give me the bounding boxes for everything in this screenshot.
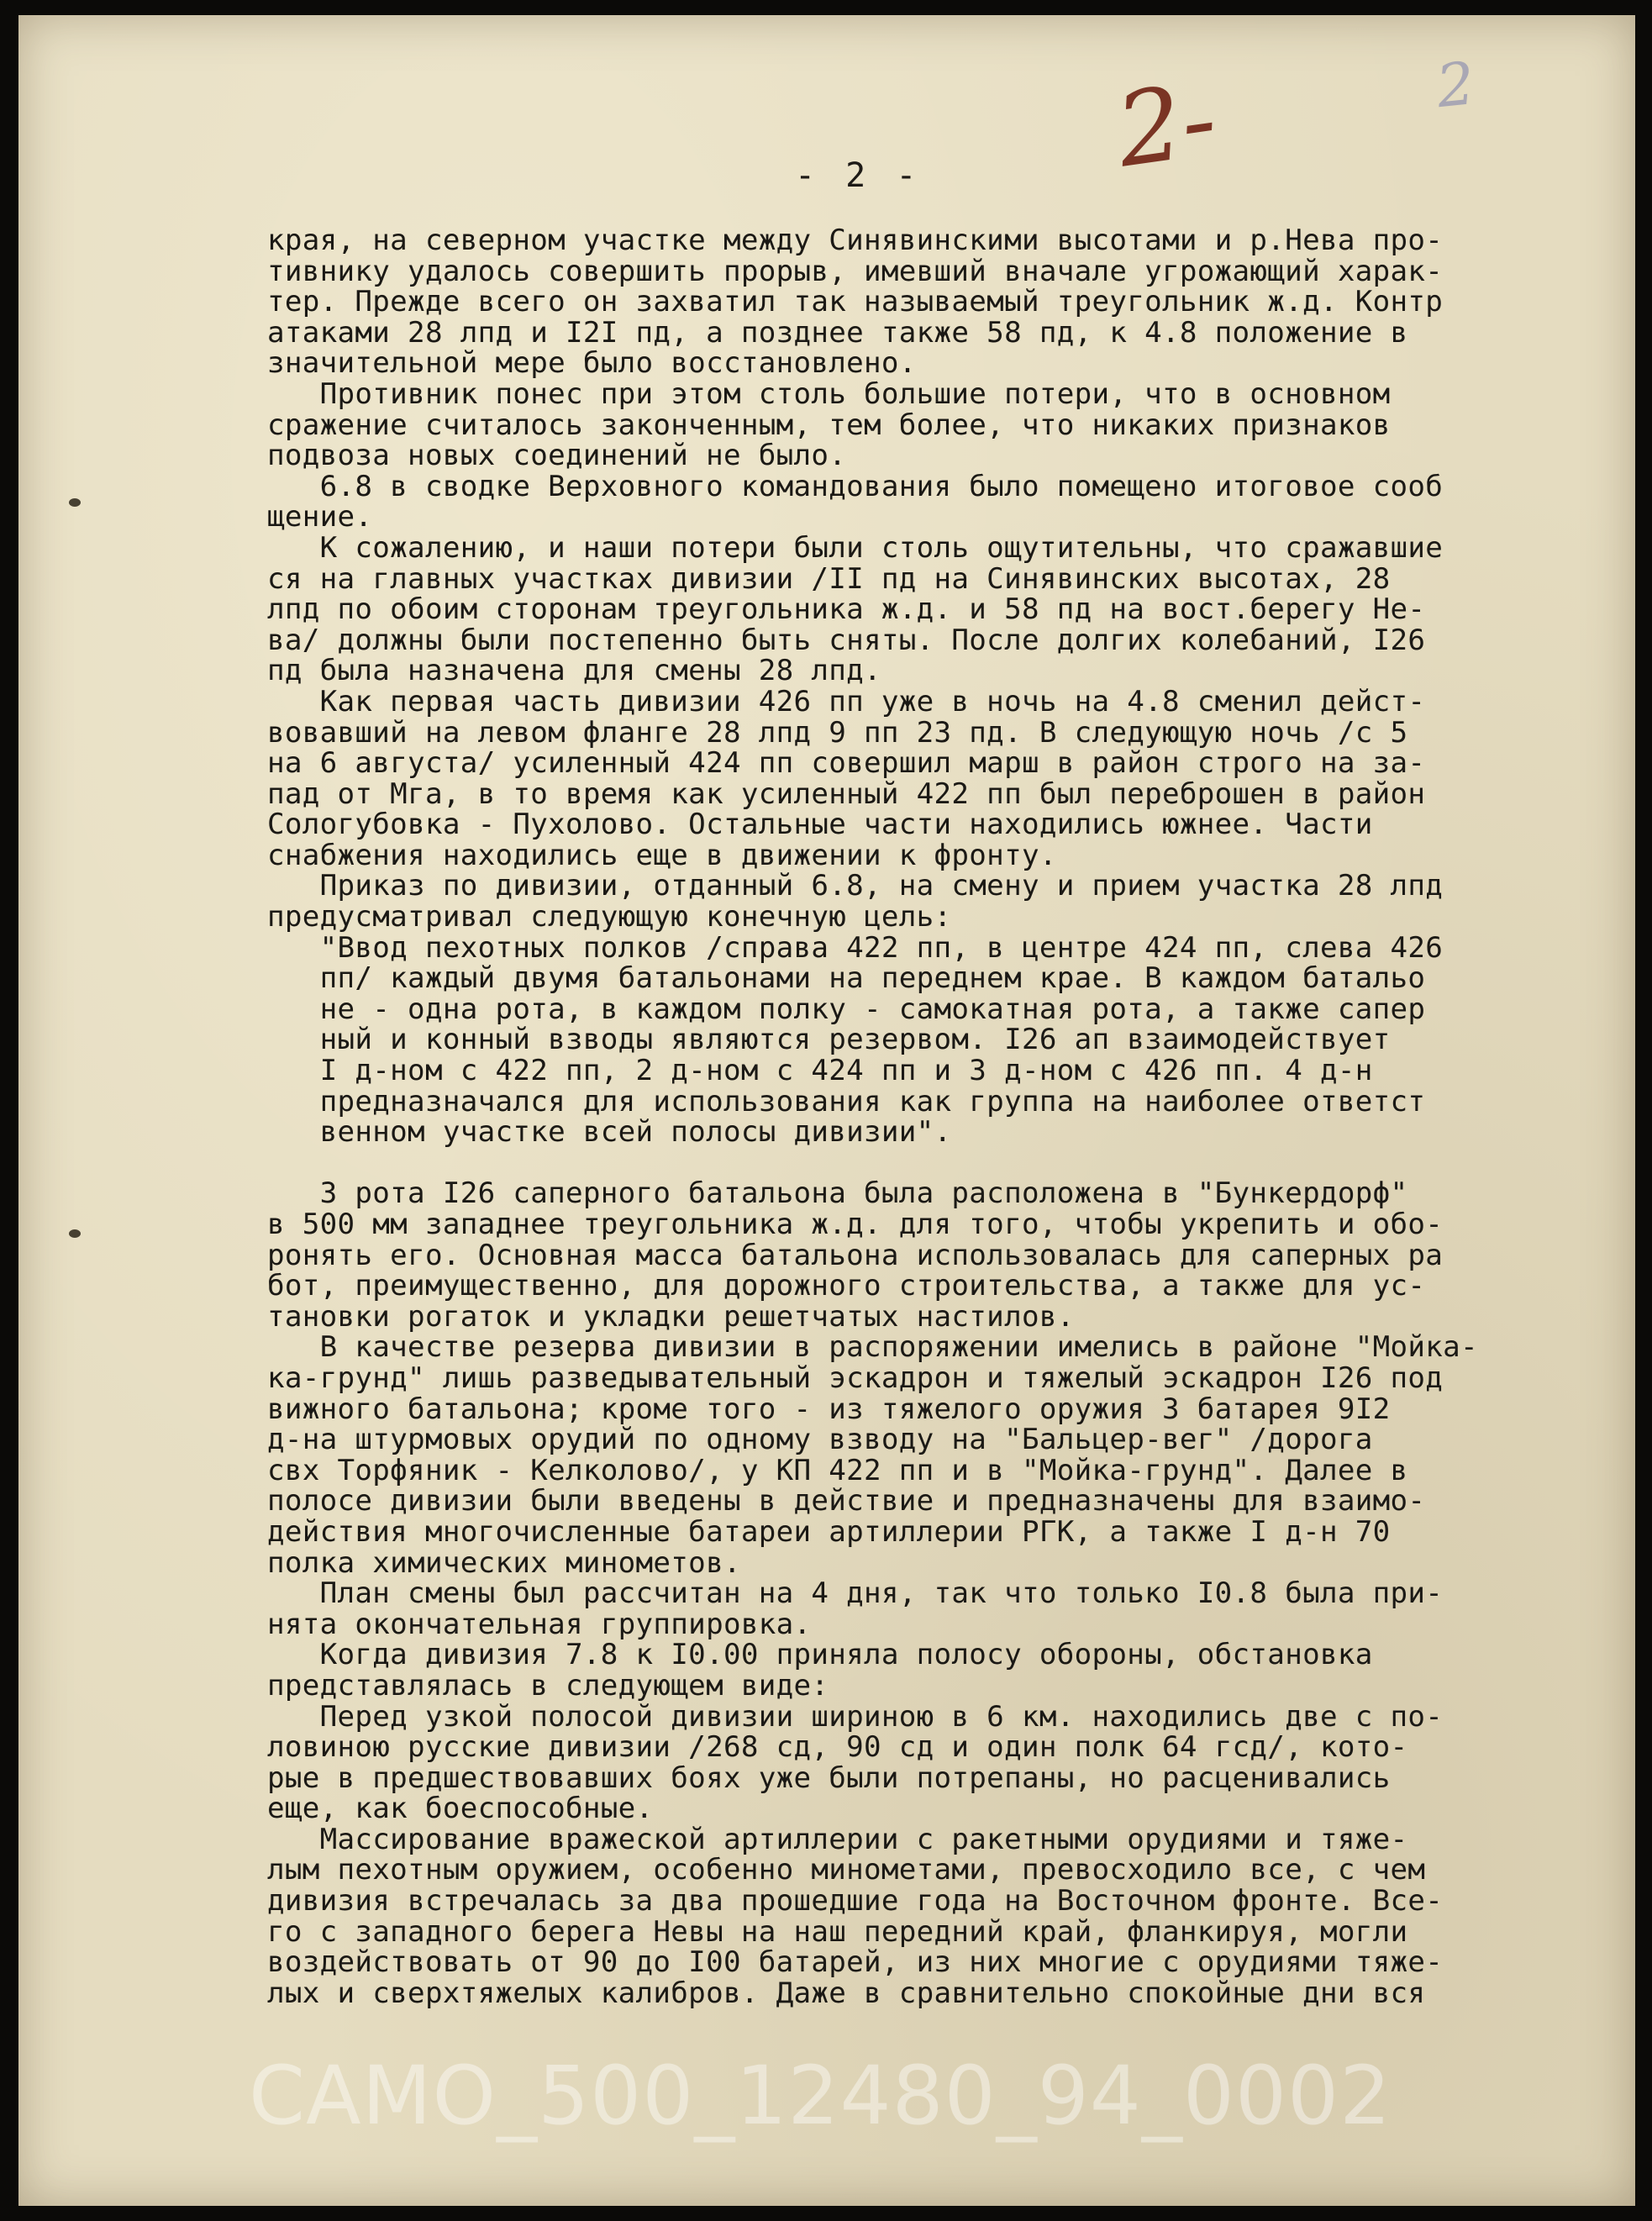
text-line: Противник понес при этом столь большие потери, что в основном — [267, 376, 1391, 411]
text-line: Массирование вражеской артиллерии с ракетными орудиями и тяже- — [267, 1822, 1408, 1856]
text-line: дивизия встречалась за два прошедшие года на Восточном фронте. Все- — [267, 1884, 1444, 1918]
text-line: ва/ должны были постепенно быть сняты. После долгих колебаний, I26 — [267, 623, 1426, 657]
text-line: Перед узкой полосой дивизии шириною в 6 км. находились две с по- — [267, 1699, 1444, 1734]
text-line: ка-грунд" лишь разведывательный эскадрон и тяжелый эскадрон I26 под — [267, 1360, 1444, 1395]
text-line: пп/ каждый двумя батальонами на переднем крае. В каждом батальо — [267, 961, 1426, 996]
text-line: представлялась в следующем виде: — [267, 1668, 829, 1703]
text-line: В качестве резерва дивизии в распоряжении имелись в районе "Мойка- — [267, 1330, 1478, 1365]
text-line: I д-ном с 422 пп, 2 д-ном с 424 пп и 3 д-ном с 426 пп. 4 д-н — [267, 1054, 1373, 1088]
text-line: тивнику удалось совершить прорыв, имевший вначале угрожающий харак- — [267, 254, 1444, 288]
text-line: атаками 28 лпд и I2I пд, а позднее также 58 пд, к 4.8 положение в — [267, 315, 1408, 350]
text-line: План смены был рассчитан на 4 дня, так что только I0.8 была при- — [267, 1576, 1444, 1611]
text-line: действия многочисленные батареи артиллерии РГК, а также I д-н 70 — [267, 1514, 1391, 1549]
text-line: значительной мере было восстановлено. — [267, 346, 917, 381]
text-line: снабжения находились еще в движении к фронту. — [267, 838, 1057, 872]
text-line: го с западного берега Невы на наш передний край, фланкируя, могли — [267, 1914, 1408, 1949]
text-line: подвоза новых соединений не было. — [267, 439, 847, 473]
text-line: в 500 мм западнее треугольника ж.д. для того, чтобы укрепить и обо- — [267, 1208, 1444, 1241]
page-number: - 2 - — [795, 156, 922, 195]
text-line: ронять его. Основная масса батальона использовалась для саперных ра — [267, 1238, 1444, 1272]
text-line: рые в предшествовавших боях уже были потрепаны, но расценивались — [267, 1760, 1391, 1795]
archive-watermark: CAMO_500_12480_94_0002 — [249, 2049, 1392, 2143]
text-line: не - одна рота, в каждом полку - самокатная рота, а также сапер — [267, 992, 1426, 1026]
text-line: полка химических минометов. — [267, 1545, 741, 1580]
text-line: бот, преимущественно, для дорожного строительства, а также для ус- — [267, 1269, 1426, 1303]
punch-hole-mark — [69, 498, 81, 507]
text-line: Сологубовка - Пухолово. Остальные части находились южнее. Части — [267, 808, 1373, 842]
text-line: К сожалению, и наши потери были столь ощутительны, что сражавшие — [267, 530, 1444, 565]
punch-hole-mark — [69, 1229, 81, 1238]
text-line: пад от Мга, в то время как усиленный 422 пп был переброшен в район — [267, 776, 1426, 811]
text-line: пд была назначена для смены 28 лпд. — [267, 654, 881, 688]
text-line: предусматривал следующую конечную цель: — [267, 900, 952, 934]
text-line: ся на главных участках дивизии /II пд на Синявинских высотах, 28 — [267, 561, 1391, 596]
text-line: воздействовать от 90 до I00 батарей, из них многие с орудиями тяже- — [267, 1945, 1444, 1980]
text-line: свх Торфяник - Келколово/, у КП 422 пп и в "Мойка-грунд". Далее в — [267, 1453, 1408, 1487]
text-line: Когда дивизия 7.8 к I0.00 приняла полосу обороны, обстановка — [267, 1638, 1373, 1672]
text-line — [267, 1148, 1645, 1179]
text-line: лых и сверхтяжелых калибров. Даже в сравнительно спокойные дни вся — [267, 1976, 1426, 2010]
text-line: "Ввод пехотных полков /справа 422 пп, в центре 424 пп, слева 426 — [267, 930, 1444, 965]
document-body — [267, 225, 1645, 2008]
text-line: сражение считалось законченным, тем более, что никаких признаков — [267, 408, 1391, 442]
text-line: щение. — [267, 500, 373, 534]
handwritten-page-number: 2- — [1109, 61, 1224, 191]
text-line: 3 рота I26 саперного батальона была расположена в "Бункердорф" — [267, 1176, 1408, 1211]
text-line: ный и конный взводы являются резервом. I26 ап взаимодействует — [267, 1023, 1391, 1057]
text-line: д-на штурмовых орудий по одному взводу на "Бальцер-вег" /дорога — [267, 1423, 1373, 1457]
text-line: края, на северном участке между Синявинскими высотами и р.Нева про- — [267, 224, 1444, 257]
text-line: ловиною русские дивизии /268 сд, 90 сд и один полк 64 гсд/, кото- — [267, 1730, 1408, 1765]
text-line: лпд по обоим сторонам треугольника ж.д. и 58 пд на вост.берегу Не- — [267, 592, 1426, 627]
text-line: нята окончательная группировка. — [267, 1607, 812, 1641]
text-line: еще, как боеспособные. — [267, 1792, 654, 1826]
text-line: лым пехотным оружием, особенно минометами, превосходило все, с чем — [267, 1853, 1426, 1887]
text-line: 6.8 в сводке Верховного командования было помещено итоговое сооб — [267, 469, 1444, 503]
text-line: Как первая часть дивизии 426 пп уже в ночь на 4.8 сменил дейст- — [267, 684, 1426, 718]
text-line: вижного батальона; кроме того - из тяжелого оружия 3 батарея 9I2 — [267, 1392, 1391, 1426]
text-line: тановки рогаток и укладки решетчатых настилов. — [267, 1299, 1075, 1334]
text-line: Приказ по дивизии, отданный 6.8, на смену и прием участка 28 лпд — [267, 869, 1444, 903]
text-line: предназначался для использования как группа на наиболее ответст — [267, 1084, 1426, 1118]
text-line: на 6 августа/ усиленный 424 пп совершил марш в район строго на за- — [267, 746, 1426, 781]
handwritten-corner-number: 2 — [1433, 48, 1478, 122]
text-line: тер. Прежде всего он захватил так называемый треугольник ж.д. Контр — [267, 285, 1444, 319]
text-line: полосе дивизии были введены в действие и предназначены для взаимо- — [267, 1484, 1426, 1518]
text-line: вовавший на левом фланге 28 лпд 9 пп 23 пд. В следующую ночь /с 5 — [267, 715, 1408, 750]
text-line: венном участке всей полосы дивизии". — [267, 1115, 952, 1150]
